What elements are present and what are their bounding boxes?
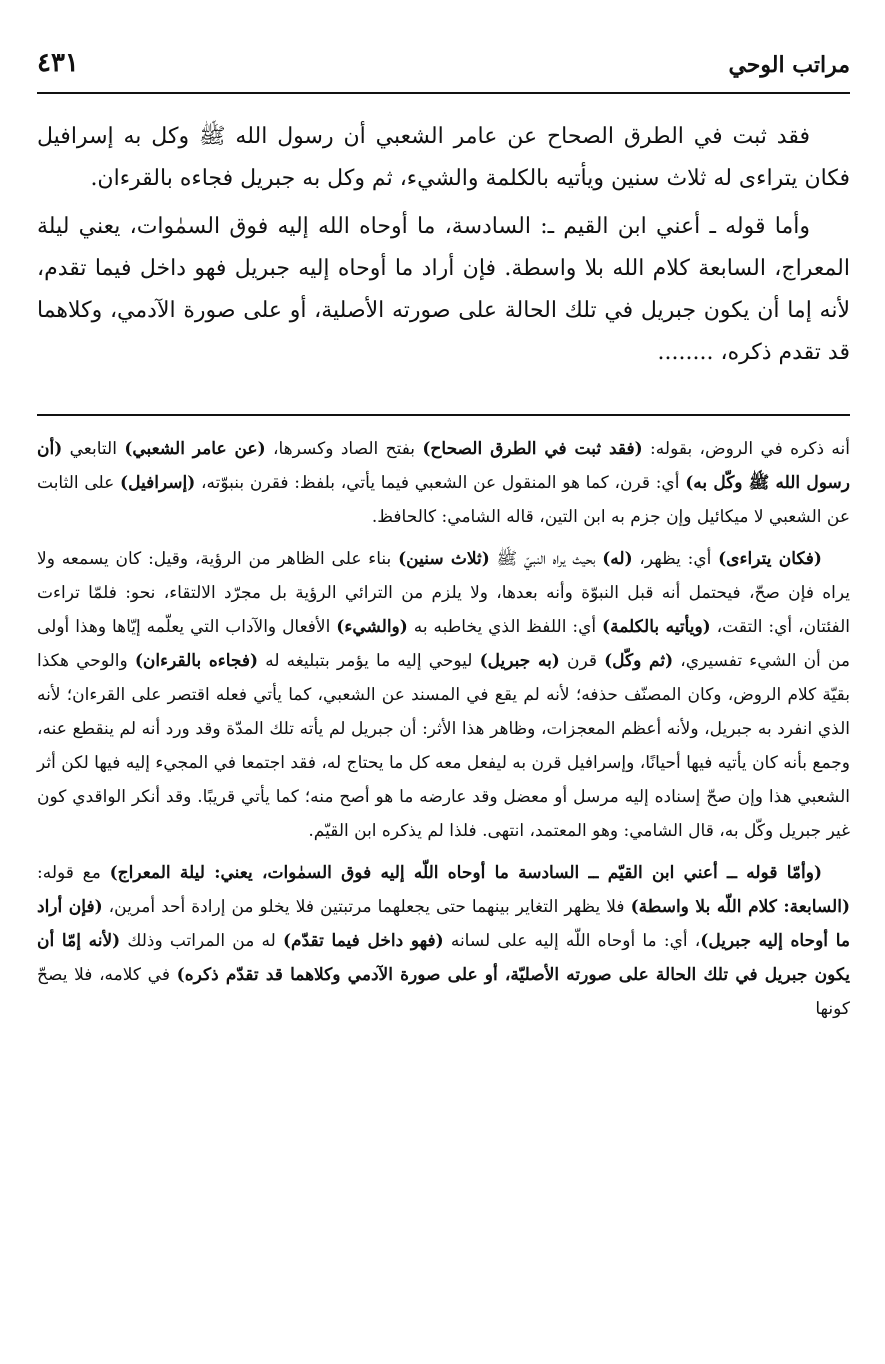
quoted-phrase: (فقد ثبت في الطرق الصحاح) (422, 439, 643, 459)
quoted-phrase: (ويأتيه بالكلمة) (602, 617, 711, 637)
ellipsis-dots: ........ (657, 340, 714, 365)
quoted-phrase: (له) (602, 549, 633, 569)
quoted-phrase: (به جبريل) (479, 651, 560, 671)
commentary-paragraph-2 (37, 542, 850, 848)
quoted-phrase: (فجاءه بالقرءان) (134, 651, 259, 671)
quoted-phrase: (فكان يتراءى) (718, 549, 822, 569)
comm-text: على الثابت عن الشعبي لا ميكائيل وإن جزم به ابن التين، قاله الشامي: كالحافظ. (37, 473, 850, 527)
comm-text: فلا يظهر التغاير بينهما حتى يجعلهما مرتبتين فلا يخلو من إرادة أحد أمرين، (102, 897, 631, 917)
comm-text: بحيث يراه النبيّ ﷺ (489, 549, 603, 569)
page-header (37, 40, 850, 94)
comm-text: ، أي: ما أوحاه اللّه إليه على لسانه (443, 931, 701, 951)
book-page (37, 40, 850, 1340)
comm-text: قرن (559, 651, 605, 671)
comm-text: أي: يظهر، (632, 549, 719, 569)
comm-text: والوحي هكذا بقيّة كلام الروض، وكان المصنّف حذفه؛ لأنه لم يقع في المسند عن الشعبي، كما يأتي فعله اقتصر على القرءان؛ لأنه الذي انفرد به جبريل، ولأنه أعظم المعجزات، وظاهر هذا الأثر: أن جبريل لم يأته تلك المدّة وقد ورد أنه لم ينقطع عنه، وجمع بأنه كان يأتيه فيها أحيانًا، وإسرافيل قرن به ليفعل معه كل ما يحتاج له، فقد اجتمعا في المجيء إليه فيها لكن أثر الشعبي هذا وإن صحّ إسناده إليه مرسل أو معضل وقد عارضه ما هو أصح منه؛ كما يأتي قريبًا. وقد أنكر الواقدي كون غير جبريل وكّل به، قال الشامي: وهو المعتمد، انتهى. فلذا لم يذكره ابن القيّم. (37, 651, 850, 841)
comm-text: بناء على الظاهر من الرؤية، وقيل: كان يسمعه ولا يراه فإن صحّ، فيحتمل أنه قبل النبوّة وأنه بعدها، ولا يلزم من الترائي الرؤية بل مجرّد الالتقاء، نحو: فلمّا تراءت الفئتان، أي: التقت، (37, 549, 850, 637)
main-paragraph-1: فقد ثبت في الطرق الصحاح عن عامر الشعبي أن رسول الله ﷺ وكل به إسرافيل فكان يتراءى له ثلاث سنين ويأتيه بالكلمة والشيء، ثم وكل به جبريل فجاءه بالقرءان. (37, 124, 850, 191)
quoted-phrase: (فإن أراد ما أوحاه إليه جبريل) (37, 897, 850, 951)
quoted-phrase: (عن عامر الشعبي) (124, 439, 266, 459)
quoted-phrase: (والشيء) (336, 617, 408, 637)
commentary-paragraph-1 (37, 432, 850, 534)
quoted-phrase: (السابعة: كلام اللّه بلا واسطة) (630, 897, 851, 917)
comm-text: في كلامه، فلا يصحّ كونها (37, 965, 850, 1019)
page-number: ٤٣١ (37, 48, 79, 78)
commentary-text (37, 432, 850, 1026)
comm-text: أي: اللفظ الذي يخاطبه به (407, 617, 603, 637)
footnote-separator (37, 414, 850, 416)
quoted-phrase: (ثلاث سنين) (398, 549, 490, 569)
comm-text: مع قوله: (37, 863, 110, 883)
main-paragraph-2-text: وأما قوله ـ أعني ابن القيم ـ: السادسة، ما أوحاه الله إليه فوق السمٰوات، يعني ليلة المعراج، السابعة كلام الله بلا واسطة. فإن أراد ما أوحاه إليه جبريل فهو داخل فيما تقدم، لأنه إما أن يكون جبريل في تلك الحالة على صورته الأصلية، أو على صورة الآدمي، وكلاهما قد تقدم ذكره، (37, 214, 850, 365)
quoted-phrase: (أن رسول الله ﷺ وكّل به) (37, 439, 850, 493)
commentary-paragraph-3 (37, 856, 850, 1026)
quoted-phrase: (فهو داخل فيما تقدّم) (283, 931, 444, 951)
running-title: مراتب الوحي (728, 52, 850, 78)
quoted-phrase: (لأنه إمّا أن يكون جبريل في تلك الحالة على صورته الأصليّة، أو على صورة الآدمي وكلاهما قد تقدّم ذكره) (37, 931, 851, 985)
comm-text: التابعي (62, 439, 125, 459)
main-text (37, 116, 850, 374)
comm-text: له من المراتب وذلك (120, 931, 283, 951)
main-paragraph-2 (37, 206, 850, 374)
comm-text: أنه ذكره في الروض، بقوله: (642, 439, 850, 459)
quoted-phrase: (ثم وكّل) (604, 651, 674, 671)
comm-text: بفتح الصاد وكسرها، (265, 439, 423, 459)
comm-text: أي: قرن، كما هو المنقول عن الشعبي فيما يأتي، بلفظ: فقرن بنبوّته، (195, 473, 686, 493)
comm-text: الأفعال والآداب التي يعلّمه إيّاها وهذا أولى من أن الشيء تفسيري، (37, 617, 850, 671)
quoted-phrase: (إسرافيل) (120, 473, 196, 493)
quoted-phrase: (وأمّا قوله ــ أعني ابن القيّم ــ السادسة ما أوحاه اللّه إليه فوق السمٰوات، يعني: ليلة المعراج) (109, 863, 822, 883)
comm-text: ليوحي إليه ما يؤمر بتبليغه له (258, 651, 480, 671)
